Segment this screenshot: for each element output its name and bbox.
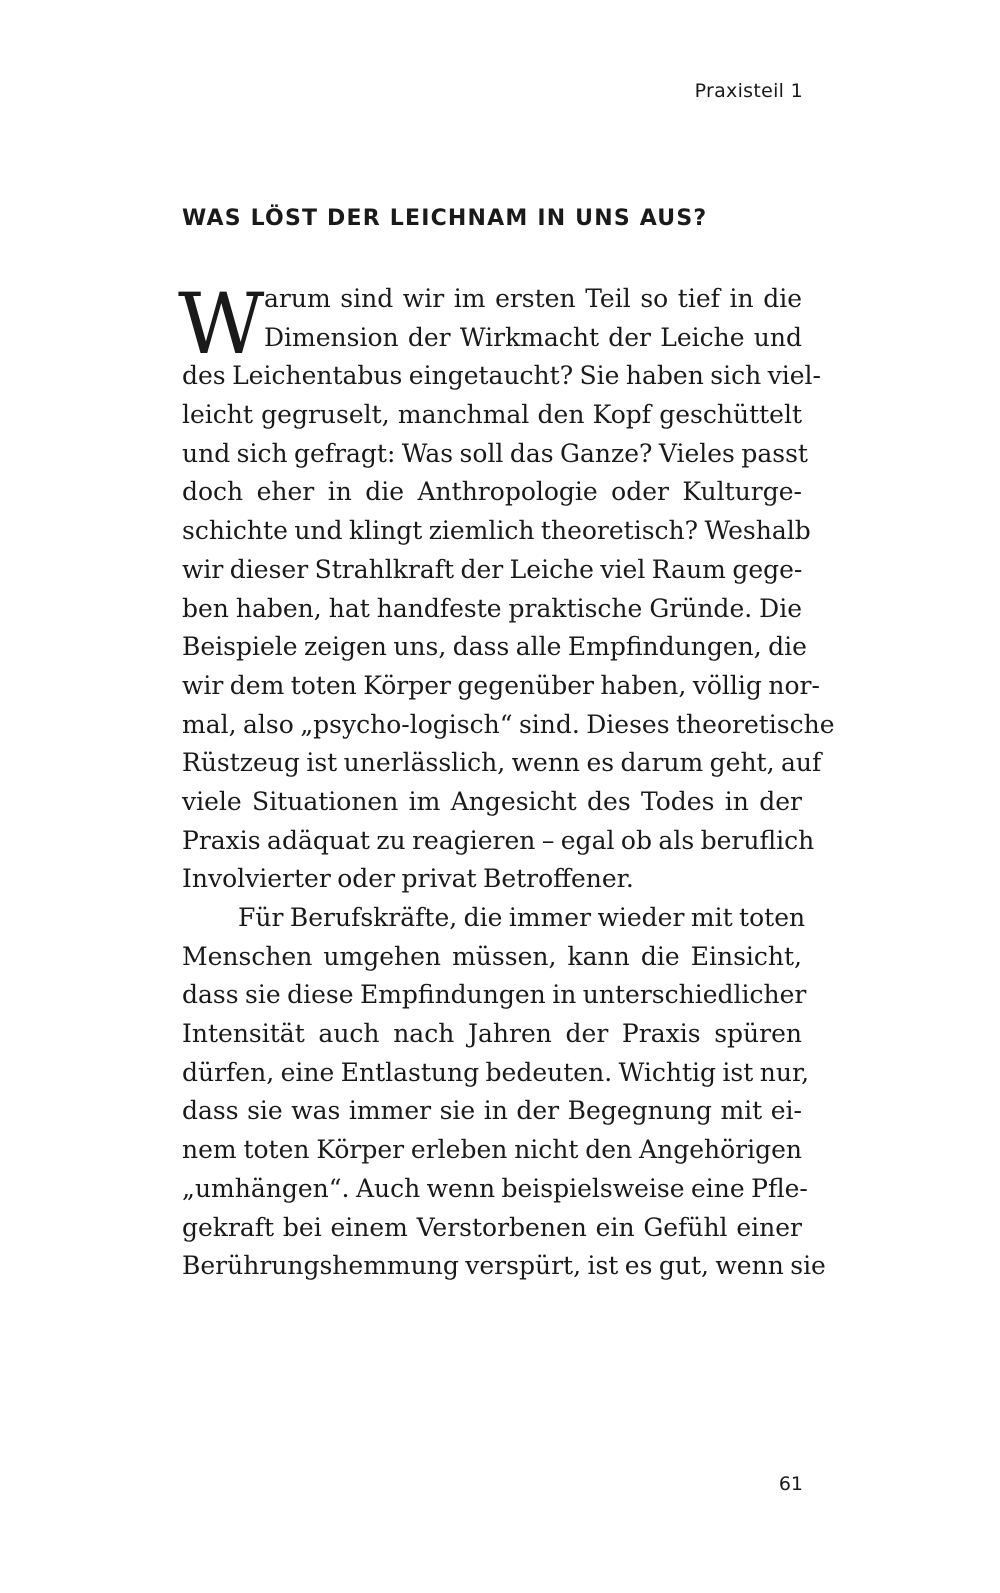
text-line: dass sie diese Empfindungen in unterschiedlicher bbox=[182, 980, 807, 1010]
text-line: dürfen, eine Entlastung bedeuten. Wichtig ist nur, bbox=[182, 1057, 810, 1087]
text-line: mal, also „psycho-logisch“ sind. Dieses theoretische bbox=[182, 709, 835, 739]
text-line: nem toten Körper erleben nicht den Angehörigen bbox=[182, 1135, 802, 1165]
text-line: viele Situationen im Angesicht des Todes in der bbox=[182, 786, 802, 816]
text-line: leicht gegruselt, manchmal den Kopf geschüttelt bbox=[182, 400, 802, 430]
text-line: Dimension der Wirkmacht der Leiche und bbox=[264, 322, 802, 352]
text-line: wir dem toten Körper gegenüber haben, völlig nor- bbox=[182, 670, 820, 700]
section-heading: WAS LÖST DER LEICHNAM IN UNS AUS? bbox=[182, 206, 708, 231]
drop-cap: W bbox=[178, 275, 265, 373]
text-line: Praxis adäquat zu reagieren – egal ob als beruflich bbox=[182, 825, 815, 855]
text-line: arum sind wir im ersten Teil so tief in die bbox=[264, 284, 802, 313]
text-line: Beispiele zeigen uns, dass alle Empfindungen, die bbox=[182, 632, 807, 662]
text-line: Für Berufskräfte, die immer wieder mit toten bbox=[238, 903, 806, 932]
text-line: Involvierter oder privat Betroffener. bbox=[182, 864, 634, 894]
text-line: Menschen umgehen müssen, kann die Einsicht, bbox=[182, 941, 802, 971]
paragraph-1 bbox=[182, 280, 835, 899]
text-line: Rüstzeug ist unerlässlich, wenn es darum geht, auf bbox=[182, 748, 822, 778]
text-line: dass sie was immer sie in der Begegnung mit ei- bbox=[182, 1096, 802, 1126]
text-line: doch eher in die Anthropologie oder Kulturge- bbox=[182, 477, 802, 507]
text-line: Berührungshemmung verspürt, ist es gut, wenn sie bbox=[182, 1251, 826, 1281]
body-text bbox=[178, 275, 835, 1286]
text-line: gekraft bei einem Verstorbenen ein Gefühl einer bbox=[182, 1212, 802, 1242]
paragraph-2 bbox=[182, 899, 826, 1286]
text-line: und sich gefragt: Was soll das Ganze? Vieles passt bbox=[182, 438, 808, 468]
text-line: Intensität auch nach Jahren der Praxis spüren bbox=[182, 1019, 802, 1049]
text-line: ben haben, hat handfeste praktische Gründe. Die bbox=[182, 593, 802, 623]
text-line: des Leichentabus eingetaucht? Sie haben sich viel- bbox=[182, 361, 821, 391]
page-number: 61 bbox=[778, 1473, 803, 1495]
text-line: wir dieser Strahlkraft der Leiche viel Raum gege- bbox=[182, 554, 803, 584]
running-head: Praxisteil 1 bbox=[694, 80, 803, 102]
text-line: schichte und klingt ziemlich theoretisch? Weshalb bbox=[182, 516, 811, 546]
text-line: „umhängen“. Auch wenn beispielsweise eine Pfle- bbox=[182, 1173, 808, 1203]
